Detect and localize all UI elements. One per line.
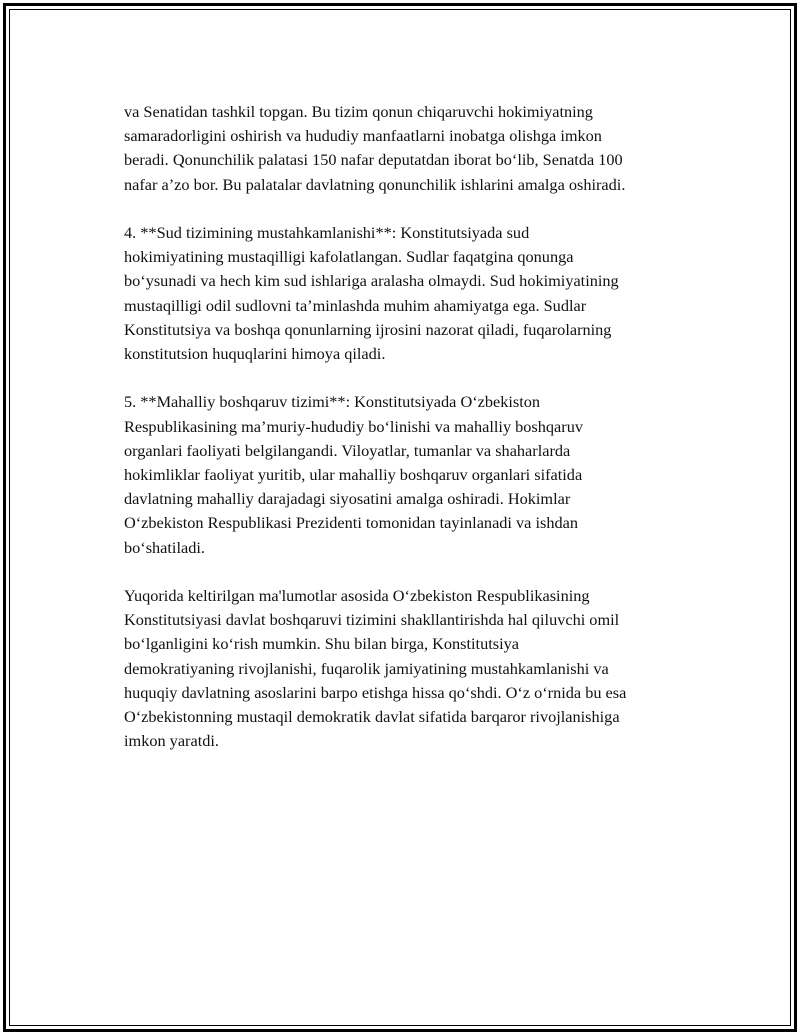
text-line: va Senatidan tashkil topgan. Bu tizim qonun chiqaruvchi hokimiyatning xyxy=(124,102,593,121)
text-line: Konstitutsiyasi davlat boshqaruvi tizimini shakllantirishda hal qiluvchi omil xyxy=(124,610,620,630)
paragraph-conclusion xyxy=(124,584,714,753)
text-line: samaradorligini oshirish va hududiy manfaatlarni inobatga olishga imkon xyxy=(124,126,602,146)
paragraph-parliament xyxy=(124,100,714,197)
text-line: bo‘ysunadi va hech kim sud ishlariga aralasha olmaydi. Sud hokimiyatining xyxy=(124,271,619,291)
text-line: nafar a’zo bor. Bu palatalar davlatning qonunchilik ishlarini amalga oshiradi. xyxy=(124,174,626,194)
text-line: bo‘shatiladi. xyxy=(124,537,205,557)
text-line: Konstitutsiya va boshqa qonunlarning ijrosini nazorat qiladi, fuqarolarning xyxy=(124,319,612,339)
text-line: organlari faoliyati belgilangandi. Viloyatlar, tumanlar va shaharlarda xyxy=(124,440,571,460)
text-line: 5. **Mahalliy boshqaruv tizimi**: Konstitutsiyada O‘zbekiston xyxy=(124,392,541,412)
text-line: demokratiyaning rivojlanishi, fuqarolik jamiyatining mustahkamlanishi va xyxy=(124,658,609,678)
text-line: beradi. Qonunchilik palatasi 150 nafar deputatdan iborat bo‘lib, Senatda 100 xyxy=(124,150,623,170)
text-line: davlatning mahalliy darajadagi siyosatini amalga oshiradi. Hokimlar xyxy=(124,489,571,509)
text-line: huquqiy davlatning asoslarini barpo etishga hissa qo‘shdi. O‘z o‘rnida bu esa xyxy=(124,682,627,702)
text-line: Respublikasining ma’muriy-hududiy bo‘linishi va mahalliy boshqaruv xyxy=(124,416,583,436)
text-line: O‘zbekiston Respublikasi Prezidenti tomonidan tayinlanadi va ishdan xyxy=(124,513,578,533)
text-line: bo‘lganligini ko‘rish mumkin. Shu bilan birga, Konstitutsiya xyxy=(124,634,519,654)
text-line: O‘zbekistonning mustaqil demokratik davlat sifatida barqaror rivojlanishiga xyxy=(124,707,620,727)
document-body xyxy=(124,100,714,778)
text-line: 4. **Sud tizimining mustahkamlanishi**: Konstitutsiyada sud xyxy=(124,223,530,242)
paragraph-court-system xyxy=(124,221,714,366)
paragraph-local-government xyxy=(124,390,714,559)
text-line: hokimiyatining mustaqilligi kafolatlangan. Sudlar faqatgina qonunga xyxy=(124,247,574,267)
text-line: hokimliklar faoliyat yuritib, ular mahalliy boshqaruv organlari sifatida xyxy=(124,465,583,485)
page-frame xyxy=(3,3,797,1032)
text-line: imkon yaratdi. xyxy=(124,731,219,751)
text-line: konstitutsion huquqlarini himoya qiladi. xyxy=(124,344,386,364)
text-line: Yuqorida keltirilgan ma'lumotlar asosida O‘zbekiston Respublikasining xyxy=(124,586,590,606)
text-line: mustaqilligi odil sudlovni ta’minlashda muhim ahamiyatga ega. Sudlar xyxy=(124,295,587,315)
